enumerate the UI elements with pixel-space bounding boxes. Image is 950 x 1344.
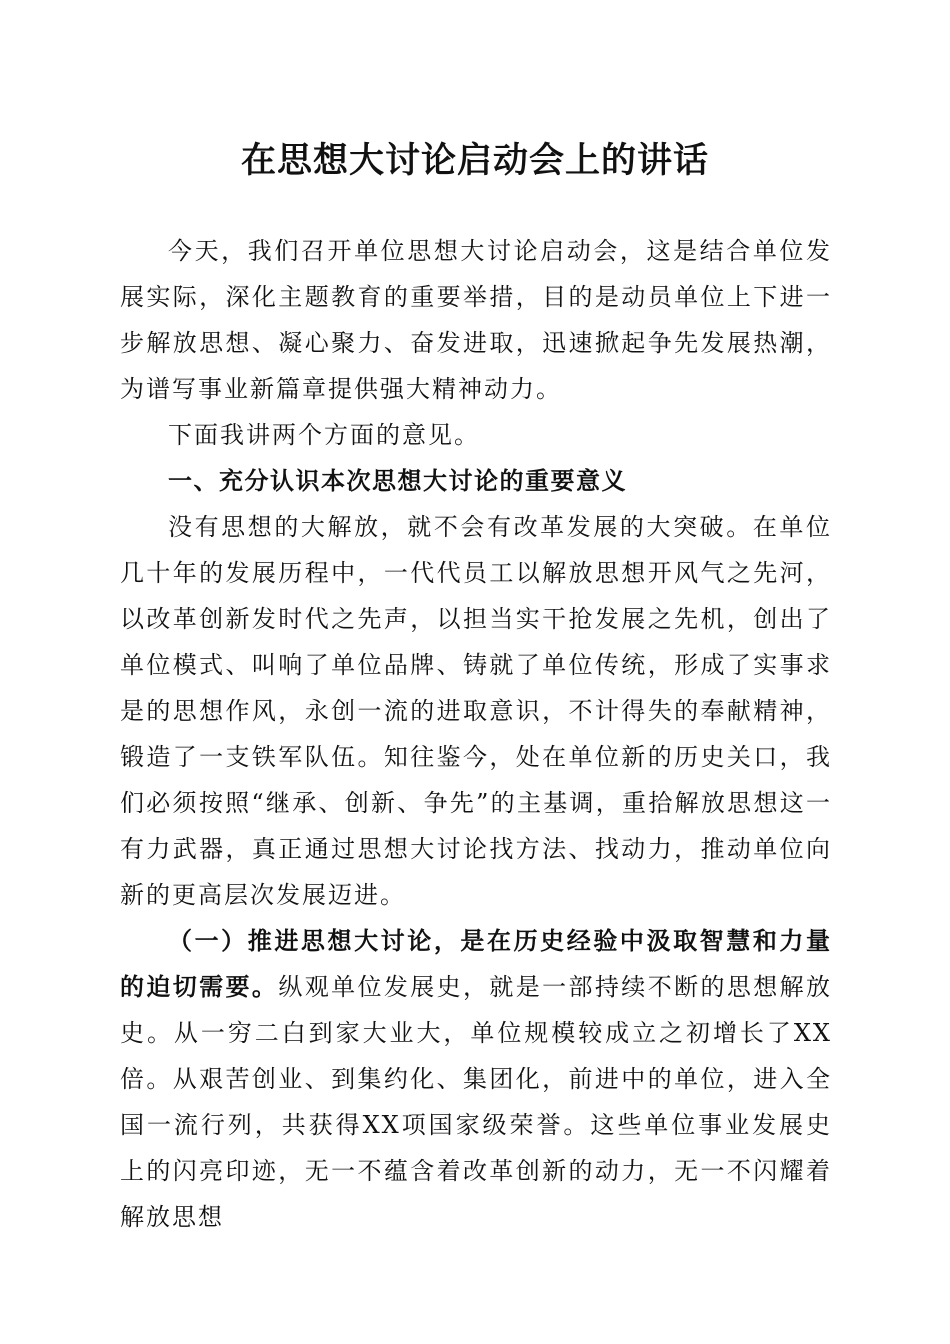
intro-paragraph: 今天，我们召开单位思想大讨论启动会，这是结合单位发展实际，深化主题教育的重要举措，目的是动员单位上下进一步解放思想、凝心聚力、奋发进取，迅速掀起争先发展热潮，为谱写事业新篇章提供强大精神动力。 bbox=[120, 237, 832, 403]
outline-paragraph: 下面我讲两个方面的意见。 bbox=[168, 421, 480, 449]
document-body bbox=[120, 228, 832, 1240]
subsection-lead: （一）推进思想大讨论，是在历史经验中汲取智慧和力量的迫切需要。 bbox=[120, 926, 832, 1001]
section-paragraph: 没有思想的大解放，就不会有改革发展的大突破。在单位几十年的发展历程中，一代代员工以解放思想开风气之先河，以改革创新发时代之先声，以担当实干抢发展之先机，创出了单位模式、叫响了单位品牌、铸就了单位传统，形成了实事求是的思想作风，永创一流的进取意识，不计得失的奉献精神，锻造了一支铁军队伍。知往鉴今，处在单位新的历史关口，我们必须按照“继承、创新、争先”的主基调，重拾解放思想这一有力武器，真正通过思想大讨论找方法、找动力，推动单位向新的更高层次发展迈进。 bbox=[120, 513, 832, 909]
subsection-paragraph bbox=[120, 918, 832, 1240]
page-title: 在思想大讨论启动会上的讲话 bbox=[240, 140, 709, 181]
section-heading: 一、充分认识本次思想大讨论的重要意义 bbox=[168, 467, 627, 495]
subsection-text: 纵观单位发展史，就是一部持续不断的思想解放史。从一穷二白到家大业大，单位规模较成立之初增长了XX倍。从艰苦创业、到集约化、集团化，前进中的单位，进入全国一流行列，共获得XX项国家级荣誉。这些单位事业发展史上的闪亮印迹，无一不蕴含着改革创新的动力，无一不闪耀着解放思想 bbox=[120, 973, 833, 1231]
